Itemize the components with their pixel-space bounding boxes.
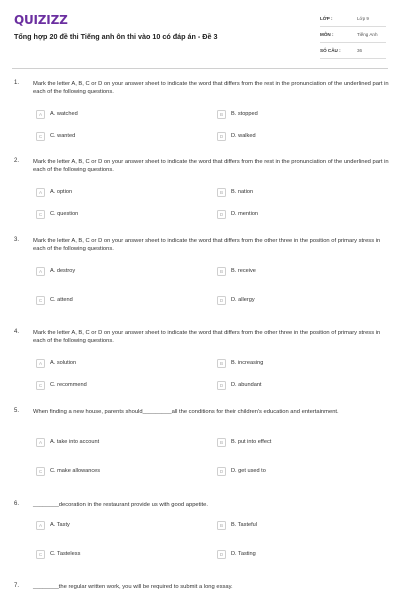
- question-text: ________decoration in the restaurant provide us with good appetite.: [33, 502, 208, 508]
- option-letter-badge: C: [36, 467, 45, 476]
- option-letter-badge: C: [36, 550, 45, 559]
- option-letter-badge: C: [36, 132, 45, 141]
- question-number: 6.: [14, 501, 20, 507]
- option-text: D. abundant: [231, 382, 262, 389]
- option-letter-badge: D: [217, 210, 226, 219]
- meta-subject-label: MÔN :: [320, 32, 334, 37]
- option-text: B. Tasteful: [231, 522, 258, 529]
- option-text: A. destroy: [50, 268, 76, 275]
- option-letter-badge: D: [217, 132, 226, 141]
- option-text: B. receive: [231, 268, 256, 275]
- option-text: B. nation: [231, 189, 254, 196]
- option-text: A. Tasty: [50, 522, 70, 529]
- option-letter-badge: B: [217, 188, 226, 197]
- option-text: B. put into effect: [231, 439, 272, 446]
- meta-count: [320, 45, 386, 59]
- meta-count-value: 36: [357, 48, 363, 53]
- question-text: Mark the letter A, B, C or D on your answer sheet to indicate the word that differs from the rest in the pronunciation of the underlined part in each of the following questions.: [33, 81, 389, 96]
- option-letter-badge: B: [217, 110, 226, 119]
- worksheet-title: Tổng hợp 20 đề thi Tiếng anh ôn thi vào 10 có đáp án - Đề 3: [14, 32, 218, 41]
- question-number: 4.: [14, 329, 20, 335]
- option-letter-badge: B: [217, 521, 226, 530]
- option-letter-badge: A: [36, 359, 45, 368]
- option-letter-badge: A: [36, 267, 45, 276]
- meta-subject-value: Tiếng Anh: [357, 32, 378, 37]
- option-text: C. recommend: [50, 382, 87, 389]
- option-text: A. take into account: [50, 439, 100, 446]
- option-letter-badge: D: [217, 296, 226, 305]
- option-text: C. attend: [50, 297, 73, 304]
- question-number: 1.: [14, 80, 20, 86]
- option-letter-badge: A: [36, 521, 45, 530]
- meta-grade-value: Lớp 9: [357, 16, 369, 21]
- question-number: 7.: [14, 583, 20, 589]
- option-text: B. increasing: [231, 360, 264, 367]
- option-text: A. solution: [50, 360, 77, 367]
- meta-grade: [320, 13, 386, 27]
- option-text: A. watched: [50, 111, 78, 118]
- meta-subject: [320, 29, 386, 43]
- meta-count-label: SỐ CÂU :: [320, 48, 341, 53]
- option-text: D. get used to: [231, 468, 266, 475]
- meta-grade-label: LỚP :: [320, 16, 333, 21]
- option-letter-badge: D: [217, 467, 226, 476]
- option-text: D. allergy: [231, 297, 255, 304]
- option-text: D. Tasting: [231, 551, 256, 558]
- option-letter-badge: B: [217, 267, 226, 276]
- option-letter-badge: C: [36, 381, 45, 390]
- question-text: Mark the letter A, B, C or D on your answer sheet to indicate the word that differs from the other three in the position of primary stress in each of the following questions.: [33, 238, 381, 253]
- option-text: C. Tasteless: [50, 551, 81, 558]
- option-letter-badge: D: [217, 550, 226, 559]
- question-text: ________the regular written work, you will be required to submit a long essay.: [33, 584, 233, 590]
- option-letter-badge: B: [217, 438, 226, 447]
- worksheet-header: [0, 0, 400, 70]
- question-number: 3.: [14, 237, 20, 243]
- option-text: C. make allowances: [50, 468, 101, 475]
- header-divider: [12, 68, 388, 69]
- option-text: A. option: [50, 189, 73, 196]
- option-text: C. question: [50, 211, 79, 218]
- option-letter-badge: A: [36, 188, 45, 197]
- option-letter-badge: D: [217, 381, 226, 390]
- question-number: 5.: [14, 408, 20, 414]
- question-text: When finding a new house, parents should_________all the conditions for their children's education and entertainment.: [33, 409, 339, 415]
- option-text: C. wanted: [50, 133, 76, 140]
- question-text: Mark the letter A, B, C or D on your answer sheet to indicate the word that differs from the other three in the position of primary stress in each of the following questions.: [33, 330, 381, 345]
- question-number: 2.: [14, 158, 20, 164]
- option-letter-badge: A: [36, 438, 45, 447]
- option-text: D. mention: [231, 211, 259, 218]
- option-letter-badge: A: [36, 110, 45, 119]
- option-text: B. stopped: [231, 111, 258, 118]
- question-text: Mark the letter A, B, C or D on your answer sheet to indicate the word that differs from the rest in the pronunciation of the underlined part in each of the following questions.: [33, 159, 389, 174]
- option-text: D. walked: [231, 133, 256, 140]
- option-letter-badge: B: [217, 359, 226, 368]
- option-letter-badge: C: [36, 210, 45, 219]
- option-letter-badge: C: [36, 296, 45, 305]
- quizizz-logo: QUIZIZZ: [14, 13, 68, 27]
